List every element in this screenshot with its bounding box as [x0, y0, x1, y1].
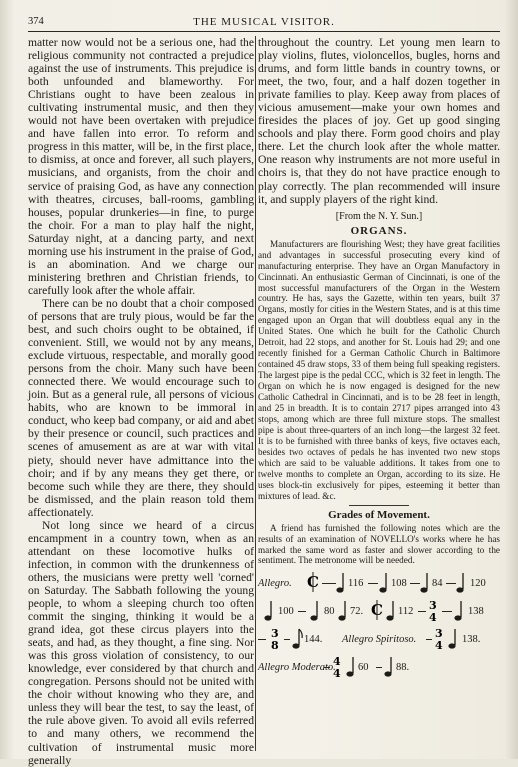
- metronome-mark: 120: [470, 578, 486, 590]
- header-rule: [28, 31, 500, 32]
- svg-text:3: 3: [435, 627, 443, 641]
- metronome-mark: 60: [358, 662, 369, 674]
- three-eight-time-icon: [268, 626, 282, 652]
- half-note-icon: [384, 598, 398, 624]
- metronome-mark: 88.: [396, 662, 410, 674]
- metronome-mark: 84: [432, 578, 443, 590]
- svg-text:4: 4: [435, 639, 443, 653]
- common-time-icon: [306, 570, 320, 596]
- metronome-row-2: [258, 598, 500, 626]
- right-column: [258, 36, 500, 682]
- quarter-note-icon: [452, 598, 466, 624]
- metronome-mark: 112: [398, 606, 414, 618]
- tempo-dash: [418, 611, 426, 612]
- metronome-mark: 116: [348, 578, 364, 590]
- left-column: [28, 36, 254, 767]
- tempo-dash: [258, 639, 266, 640]
- half-note-icon: [454, 570, 468, 596]
- four-four-time-icon: [330, 654, 344, 680]
- book-spine-shadow: [504, 0, 518, 759]
- tempo-label: Allegro.: [258, 578, 292, 590]
- cut-time-icon: [370, 598, 384, 624]
- three-four-time-icon: [432, 626, 446, 652]
- tempo-dash: [442, 611, 452, 612]
- organs-article: Manufacturers are flourishing West; they have great facilities and advantages in successful prosecuting every kind of manufacturing enterprise. They have an Organ Manufactory in Cincinnati. An enthusiastic German of Cincinnati, is one of the most successful manufacturers of the Organ in the Western country. He has, says the Gazette, within ten years, built 37 Organs, mostly for cities in the Western States, and is at this time engaged upon an Organ that will doubtless equal any in the United States. One which he built for the Catholic Church Detroit, had 22 stops, and another for St. Louis had 29; and one recently finished for a German Catholic Church in Baltimore contained 45 draw stops, 33 of them being full speaking registers. The largest pipe is the pedal CCC, which is 32 feet in length. The Organ on which he is now engaged is designed for the new Catholic Cathedral in Cincinnati, and is to be 28 feet in length, and 25 in breadth. It is to contain 2717 pipes arranged into 43 stops, among which are three full mixture stops. The smallest pipe is about three-quarters of an inch long—the largest 32 feet. It is to be furnished with three banks of keys, five octaves each, besides two octaves of pedals he has invented two new stops which are said to be valuable additions. It takes from one to twelve months to complete an Organ, according to its size. He uses block-tin exclusively for pipes, esteeming it better than mixtures of lead. &c.: [258, 238, 500, 501]
- half-note-icon: [382, 654, 396, 680]
- svg-text:C: C: [371, 601, 383, 620]
- svg-text:4: 4: [333, 667, 341, 681]
- svg-text:8: 8: [271, 639, 279, 653]
- tempo-label: Allegro Moderato.: [258, 662, 336, 674]
- metronome-mark: 138: [468, 606, 484, 618]
- organs-heading: ORGANS.: [350, 224, 408, 237]
- left-paragraph-1: matter now would not be a serious one, had the religious community not contracted a prejudice against the use of instruments. This prejudice is both unfounded and blameworthy. For Christians ought to have been zealous in cultivating instrumental music, and then they would not have been overtaken with prejudice and have fallen into error. To reform and progress in this matter, will be, in the first place, to dismiss, at once and forever, all such players, musicians, and organists, from the choir and service of praising God, as have any connection with theatres, circuses, ball-rooms, gambling houses, popular drunkeries—in fine, to purge the choir. For a man to play half the night, Saturday night, at a dancing party, and next morning use his instrument in the praise of God, is an abomination. And we charge our ministering brethren and Christian friends, to carefully look after the whole affair.: [28, 36, 254, 297]
- metronome-row-3: [258, 626, 500, 654]
- svg-text:3: 3: [271, 627, 279, 641]
- half-note-icon: [446, 626, 460, 652]
- svg-text:C: C: [307, 573, 319, 592]
- half-note-icon: [344, 654, 358, 680]
- half-note-icon: [334, 570, 348, 596]
- tempo-label: Allegro Spiritoso.: [342, 634, 417, 646]
- eighth-note-icon: [290, 626, 304, 652]
- running-title: THE MUSICAL VISITOR.: [193, 16, 335, 28]
- section-rule: [349, 505, 409, 506]
- metronome-mark: 138.: [462, 634, 481, 646]
- grades-heading: Grades of Movement.: [328, 508, 430, 521]
- half-note-icon: [418, 570, 432, 596]
- half-note-icon: [336, 598, 350, 624]
- metronome-table: [258, 570, 500, 682]
- metronome-mark: 72.: [350, 606, 364, 618]
- half-note-icon: [308, 598, 322, 624]
- svg-text:3: 3: [429, 599, 437, 613]
- right-continuation: throughout the country. Let young men learn to play violins, flutes, violoncellos, bugles, horns and drums, and form little bands in country towns, or meet, the two, four, and a half dozen together in private families to play. Keep away from places of vicious amusement—make your own homes and firesides the places of joy. Get up good singing schools and play there. Form good choirs and play there. Let the church look after the whole matter. One reason why instruments are not more useful in choirs is, that they do not have practice enough to play correctly. The plan recommended will insure it, and supply players of the right kind.: [258, 36, 500, 206]
- tempo-dash: [298, 611, 306, 612]
- page-number: 374: [28, 16, 44, 27]
- column-divider: [255, 36, 256, 751]
- half-note-icon: [377, 570, 391, 596]
- three-four-time-icon: [426, 598, 440, 624]
- grades-text: A friend has furnished the following notes which are the results of an examination of NOVELLO's works where he has marked the same word as faster and slower according to the sentiment. The metronome will be needed.: [258, 522, 500, 566]
- source-note: [From the N. Y. Sun.]: [335, 210, 423, 222]
- left-paragraph-3: Not long since we heard of a circus encampment in a country town, when as an attendant on these locomotive hulks of infection, in common with the drunkenness of others, the musicians were pretty well 'corned' on Saturday. The Sabbath following the young people, to whom a sleeping church too often commit the singing, thinking it would be a grand idea, got these circus players into the seats, and had, as they thought, a fine sing. Nor was this gross violation of consistency, to our knowledge, ever considered by that church and congregation. Persons should not be united with the choir without knowing who they are, and unless they will bear the test, to say the least, of the rule above given. To avoid all evils referred to and many others, we recommend the cultivation of instrumental music more generally: [28, 518, 254, 767]
- metronome-mark: 80: [324, 606, 335, 618]
- left-paragraph-2: There can be no doubt that a choir composed of persons that are truly pious, would be far the best, and such choirs ought to be obtained, if convenient. Still, we would not by any means, exclude virtuous, respectable, and morally good persons from the choir. Many such have been connected there. We would encourage such to join. But as a general rule, all persons of vicious habits, who are known to be immoral in conduct, who keep bad company, or aid and abet by their presence or council, such practices and scenes of amusement as are at war with vital piety, should never have admittance into the choir; and if by any means they get there, or become such while they are there, they should be dismissed, and the plain reason told them affectionately.: [28, 296, 254, 519]
- half-note-icon: [262, 598, 276, 624]
- svg-text:4: 4: [333, 655, 341, 669]
- metronome-mark: 144.: [304, 634, 323, 646]
- metronome-mark: 108: [391, 578, 407, 590]
- metronome-row-1: [258, 570, 500, 598]
- metronome-row-4: [258, 654, 500, 682]
- metronome-mark: 100: [278, 606, 294, 618]
- svg-text:4: 4: [429, 611, 437, 625]
